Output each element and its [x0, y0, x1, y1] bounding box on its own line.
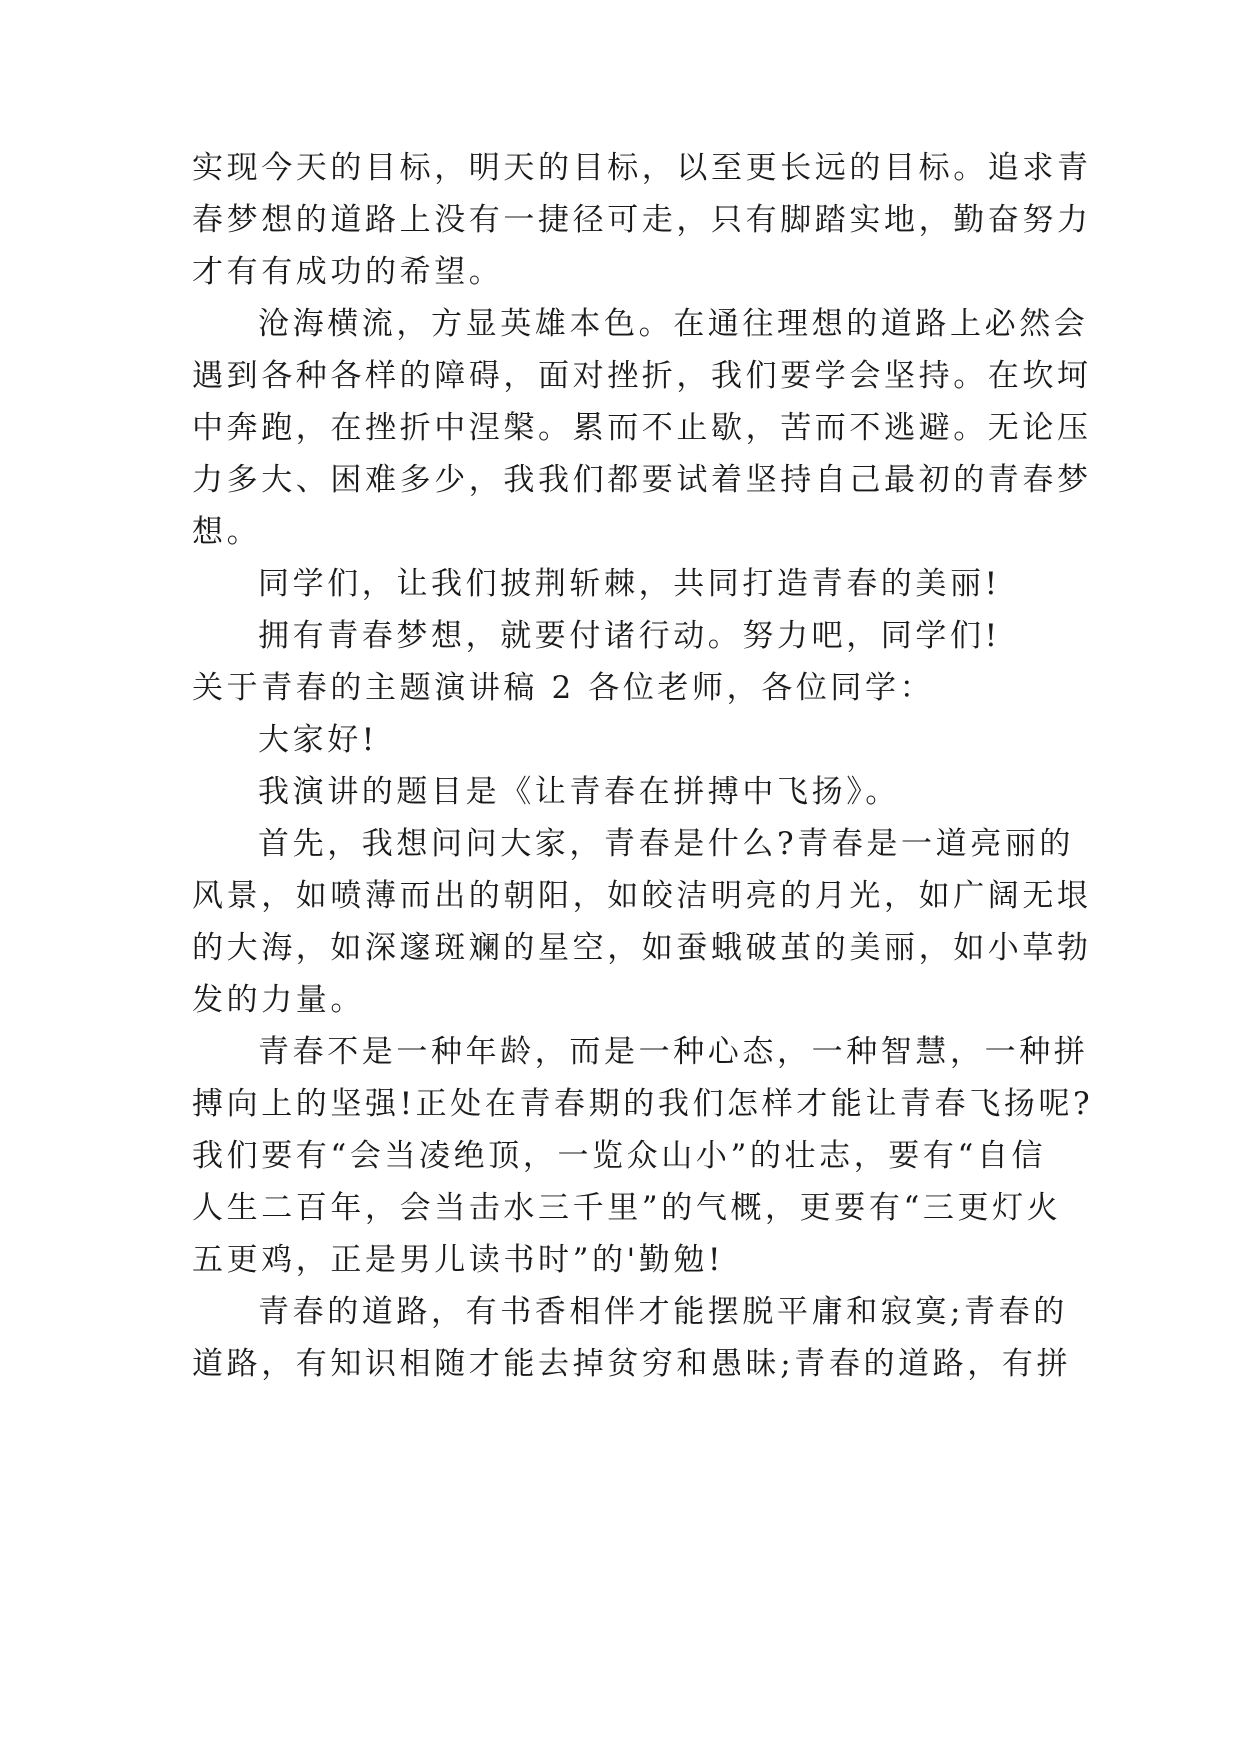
text-line: 才有有成功的希望。 — [192, 254, 504, 290]
text-line: 拥有青春梦想，就要付诸行动。努力吧，同学们! — [258, 618, 1001, 654]
text-line: 首先，我想问问大家，青春是什么?青春是一道亮丽的 — [258, 826, 1075, 862]
text-line: 风景，如喷薄而出的朝阳，如皎洁明亮的月光，如广阔无垠 — [192, 878, 1092, 914]
text-line: 实现今天的目标，明天的目标，以至更长远的目标。追求青 — [192, 150, 1092, 186]
text-line: 人生二百年，会当击水三千里”的气概，更要有“三更灯火 — [192, 1190, 1062, 1226]
text-line: 搏向上的坚强!正处在青春期的我们怎样才能让青春飞扬呢? — [192, 1086, 1094, 1122]
text-line: 青春的道路，有书香相伴才能摆脱平庸和寂寞;青春的 — [258, 1294, 1068, 1330]
text-line: 五更鸡，正是男儿读书时”的'勤勉! — [192, 1242, 725, 1278]
text-line: 青春不是一种年龄，而是一种心态，一种智慧，一种拼 — [258, 1034, 1089, 1070]
text-line: 沧海横流，方显英雄本色。在通往理想的道路上必然会 — [258, 306, 1089, 342]
text-line: 力多大、困难多少，我我们都要试着坚持自己最初的青春梦 — [192, 462, 1092, 498]
text-line: 同学们，让我们披荆斩棘，共同打造青春的美丽! — [258, 566, 1001, 602]
text-line: 大家好! — [258, 722, 378, 758]
text-line: 想。 — [192, 514, 262, 550]
text-line: 遇到各种各样的障碍，面对挫折，我们要学会坚持。在坎坷 — [192, 358, 1092, 394]
text-line: 道路，有知识相随才能去掉贫穷和愚昧;青春的道路，有拼 — [192, 1346, 1072, 1382]
text-line: 的大海，如深邃斑斓的星空，如蚕蛾破茧的美丽，如小草勃 — [192, 930, 1092, 966]
text-line: 发的力量。 — [192, 982, 365, 1018]
section-heading: 关于青春的主题演讲稿 2 各位老师，各位同学： — [192, 670, 935, 706]
text-line: 中奔跑，在挫折中涅槃。累而不止歇，苦而不逃避。无论压 — [192, 410, 1092, 446]
text-line: 春梦想的道路上没有一捷径可走，只有脚踏实地，勤奋努力 — [192, 202, 1092, 238]
text-line: 我们要有“会当凌绝顶，一览众山小”的壮志，要有“自信 — [192, 1138, 1047, 1174]
text-line: 我演讲的题目是《让青春在拼搏中飞扬》。 — [258, 774, 900, 810]
